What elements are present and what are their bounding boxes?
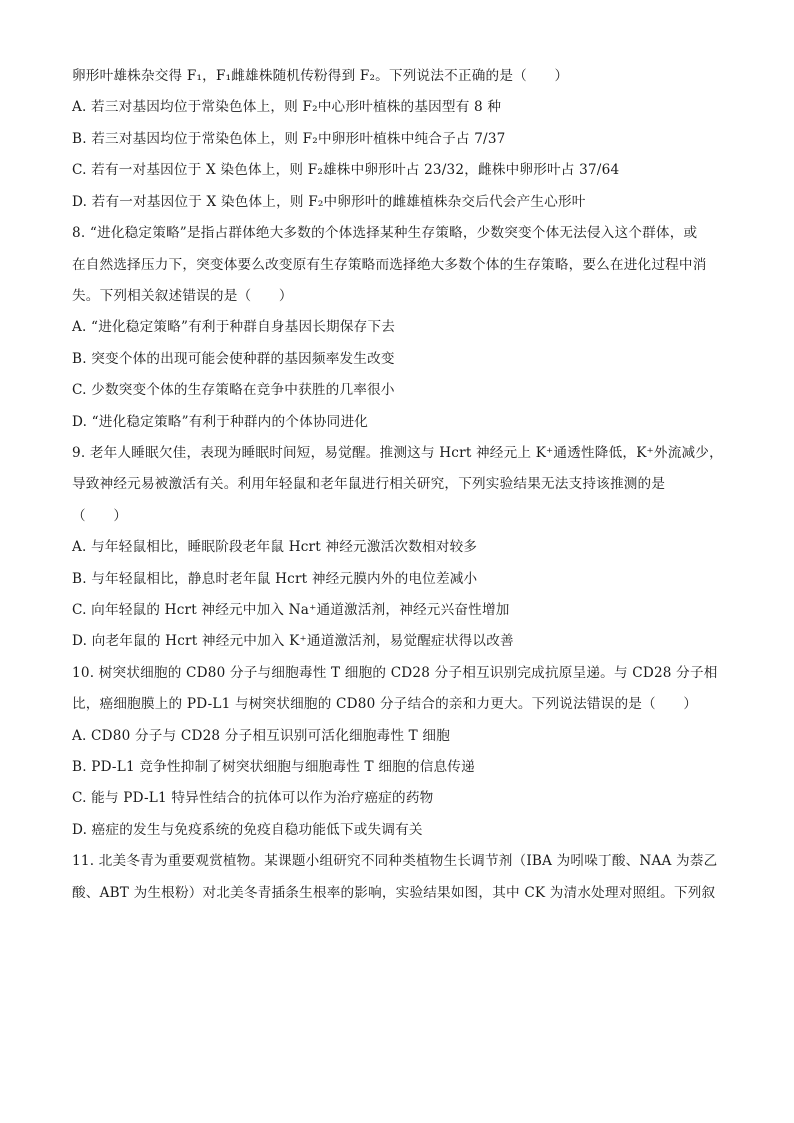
q7-option-b: B. 若三对基因均位于常染色体上，则 F₂中卵形叶植株中纯合子占 7/37 (72, 131, 506, 147)
q9-option-d: D. 向老年鼠的 Hcrt 神经元中加入 K⁺通道激活剂，易觉醒症状得以改善 (72, 633, 514, 649)
q10-stem-cont: 比，癌细胞膜上的 PD-L1 与树突状细胞的 CD80 分子结合的亲和力更大。下列说法错误的是（ ） (72, 696, 698, 712)
q10-option-b: B. PD-L1 竞争性抑制了树突状细胞与细胞毒性 T 细胞的信息传递 (72, 759, 475, 775)
q9-option-b: B. 与年轻鼠相比，静息时老年鼠 Hcrt 神经元膜内外的电位差减小 (72, 571, 478, 587)
q8-stem-cont: 在自然选择压力下，突变体要么改变原有生存策略而选择绝大多数个体的生存策略，要么在进化过程中消 (72, 257, 707, 273)
q11-stem-cont: 酸、ABT 为生根粉）对北美冬青插条生根率的影响，实验结果如图，其中 CK 为清水处理对照组。下列叙 (72, 885, 716, 901)
q8-option-c: C. 少数突变个体的生存策略在竞争中获胜的几率很小 (72, 382, 395, 398)
q7-option-a: A. 若三对基因均位于常染色体上，则 F₂中心形叶植株的基因型有 8 种 (72, 99, 502, 115)
q9-stem: 9. 老年人睡眠欠佳，表现为睡眠时间短，易觉醒。推测这与 Hcrt 神经元上 K⁺通透性降低，K⁺外流减少， (72, 445, 723, 461)
q11-stem: 11. 北美冬青为重要观赏植物。某课题小组研究不同种类植物生长调节剂（IBA 为吲哚丁酸、NAA 为萘乙 (72, 853, 718, 869)
q10-option-a: A. CD80 分子与 CD28 分子相互识别可活化细胞毒性 T 细胞 (72, 728, 451, 744)
q7-option-c: C. 若有一对基因位于 X 染色体上，则 F₂雄株中卵形叶占 23/32，雌株中卵形叶占 37/64 (72, 162, 620, 178)
q10-stem: 10. 树突状细胞的 CD80 分子与细胞毒性 T 细胞的 CD28 分子相互识别完成抗原呈递。与 CD28 分子相 (72, 665, 718, 681)
q10-option-d: D. 癌症的发生与免疫系统的免疫自稳功能低下或失调有关 (72, 822, 423, 838)
q9-stem-cont: 导致神经元易被激活有关。利用年轻鼠和老年鼠进行相关研究，下列实验结果无法支持该推测的是 (72, 476, 666, 492)
q9-stem-cont: （ ） (72, 508, 128, 524)
q8-option-a: A. “进化稳定策略”有利于种群自身基因长期保存下去 (72, 319, 396, 335)
q8-option-d: D. “进化稳定策略”有利于种群内的个体协同进化 (72, 414, 369, 430)
q8-stem-cont: 失。下列相关叙述错误的是（ ） (72, 288, 293, 304)
text-line: 卵形叶雄株杂交得 F₁，F₁雌雄株随机传粉得到 F₂。下列说法不正确的是（ ） (72, 68, 569, 84)
q7-option-d: D. 若有一对基因位于 X 染色体上，则 F₂中卵形叶的雌雄植株杂交后代会产生心形叶 (72, 194, 586, 210)
q9-option-a: A. 与年轻鼠相比，睡眠阶段老年鼠 Hcrt 神经元激活次数相对较多 (72, 539, 478, 555)
q9-option-c: C. 向年轻鼠的 Hcrt 神经元中加入 Na⁺通道激活剂，神经元兴奋性增加 (72, 602, 510, 618)
q8-stem: 8. “进化稳定策略”是指占群体绝大多数的个体选择某种生存策略，少数突变个体无法侵入这个群体，或 (72, 225, 698, 241)
q8-option-b: B. 突变个体的出现可能会使种群的基因频率发生改变 (72, 351, 395, 367)
q10-option-c: C. 能与 PD-L1 特异性结合的抗体可以作为治疗癌症的药物 (72, 790, 434, 806)
